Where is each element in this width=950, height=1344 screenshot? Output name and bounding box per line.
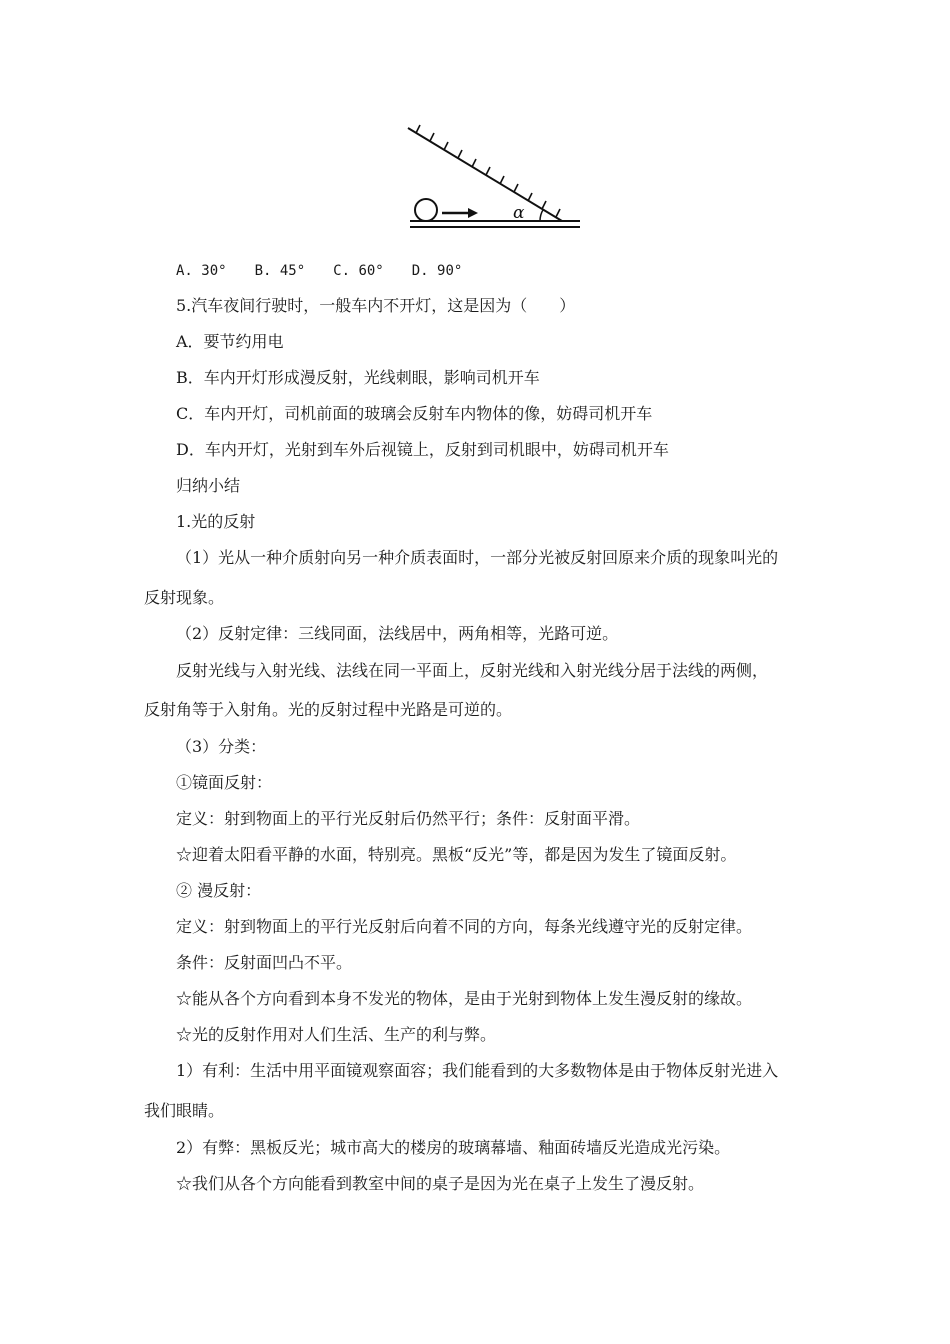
q5-option-c: C．车内开灯，司机前面的玻璃会反射车内物体的像，妨碍司机开车	[176, 404, 653, 423]
summary-line: 1.光的反射	[176, 512, 256, 531]
summary-line: 2）有弊：黑板反光；城市高大的楼房的玻璃幕墙、釉面砖墙反光造成光污染。	[176, 1138, 731, 1157]
q4-option-a: A. 30°	[176, 263, 227, 279]
q4-option-b: B. 45°	[254, 263, 306, 279]
summary-line: （1）光从一种介质射向另一种介质表面时，一部分光被反射回原来介质的现象叫光的	[176, 548, 779, 567]
summary-line: ☆迎着太阳看平静的水面，特别亮。黑板“反光”等，都是因为发生了镜面反射。	[176, 845, 737, 864]
angle-label: α	[513, 203, 525, 223]
q5-option-d: D．车内开灯，光射到车外后视镜上，反射到司机眼中，妨碍司机开车	[176, 440, 669, 459]
summary-line: 定义：射到物面上的平行光反射后向着不同的方向，每条光线遵守光的反射定律。	[176, 917, 753, 936]
summary-heading: 归纳小结	[176, 476, 241, 495]
angle-arc	[540, 210, 543, 222]
incline-mirror-figure	[400, 118, 590, 238]
summary-line: ☆光的反射作用对人们生活、生产的利与弊。	[176, 1025, 497, 1044]
summary-line: 定义：射到物面上的平行光反射后仍然平行；条件：反射面平滑。	[176, 809, 641, 828]
summary-line: ☆我们从各个方向能看到教室中间的桌子是因为光在桌子上发生了漫反射。	[176, 1174, 705, 1193]
summary-line: 条件：反射面凹凸不平。	[176, 953, 353, 972]
summary-line: 反射现象。	[144, 588, 225, 607]
q5-option-a: A．要节约用电	[176, 332, 284, 351]
q5-stem: 5.汽车夜间行驶时，一般车内不开灯，这是因为（ ）	[176, 296, 576, 315]
mirror-hatching	[416, 125, 560, 217]
q4-option-d: D. 90°	[411, 263, 463, 279]
q4-option-c: C. 60°	[333, 263, 384, 279]
summary-line: 反射角等于入射角。光的反射过程中光路是可逆的。	[144, 700, 513, 719]
summary-line: 反射光线与入射光线、法线在同一平面上，反射光线和入射光线分居于法线的两侧，	[176, 661, 769, 680]
q4-options	[176, 261, 490, 281]
summary-line: 1）有利：生活中用平面镜观察面容；我们能看到的大多数物体是由于物体反射光进入	[176, 1061, 779, 1080]
motion-arrow-head	[468, 208, 478, 218]
summary-line: （3）分类：	[176, 737, 267, 756]
summary-line: （2）反射定律：三线同面，法线居中，两角相等，光路可逆。	[176, 624, 619, 643]
summary-line: ☆能从各个方向看到本身不发光的物体，是由于光射到物体上发生漫反射的缘故。	[176, 989, 753, 1008]
summary-line: ①镜面反射：	[176, 773, 273, 792]
summary-line: ② 漫反射：	[176, 881, 262, 900]
ball	[415, 199, 437, 221]
summary-line: 我们眼睛。	[144, 1101, 225, 1120]
q5-option-b: B．车内开灯形成漫反射，光线刺眼，影响司机开车	[176, 368, 540, 387]
